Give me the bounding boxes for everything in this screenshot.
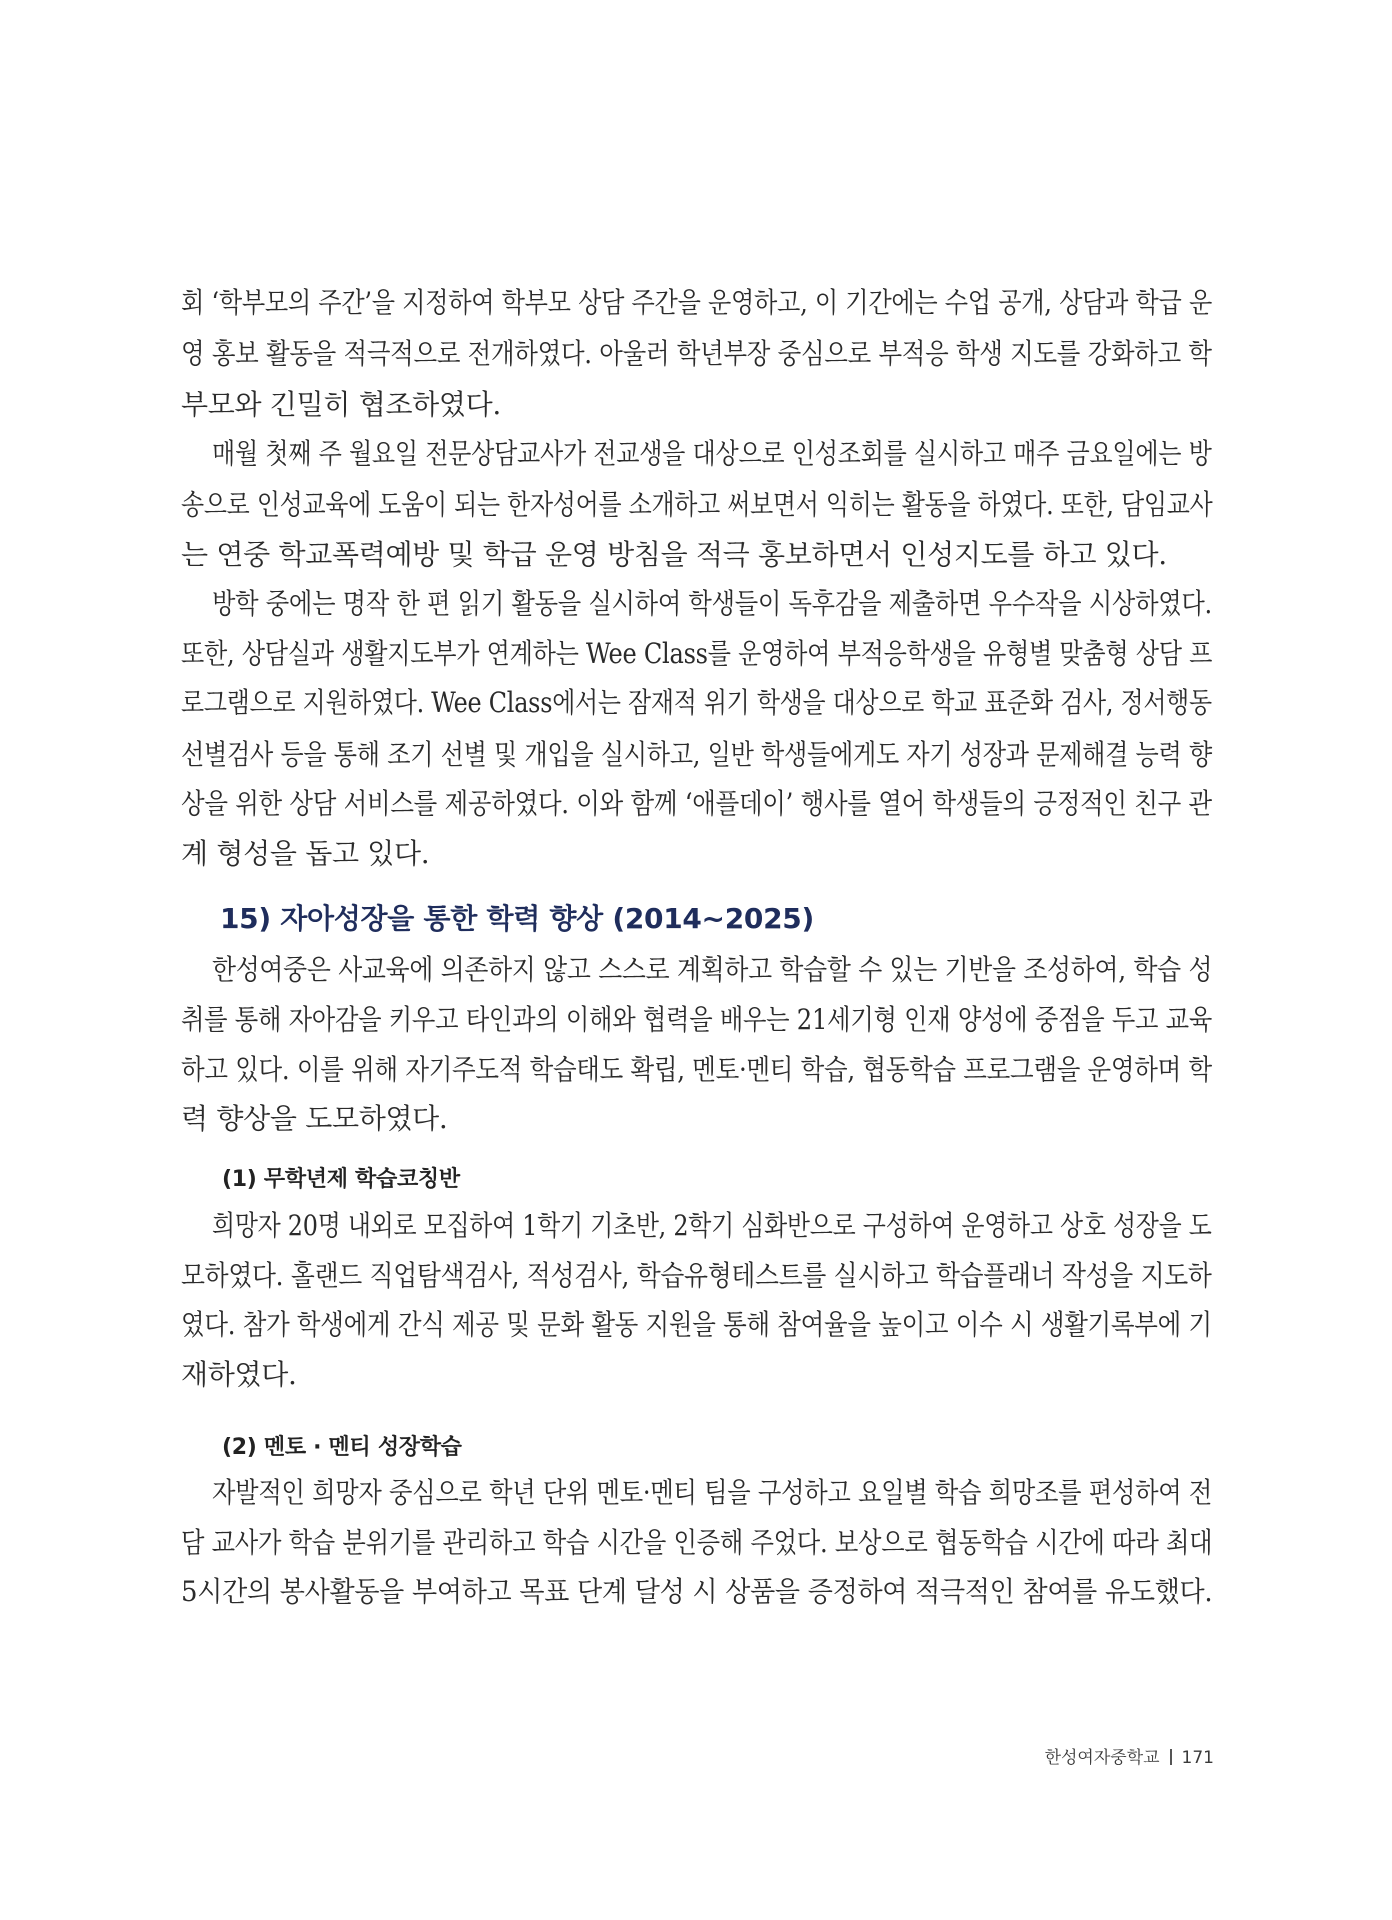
footer-school-name: 한성여자중학교 [1044, 1748, 1160, 1768]
body-text-line: 한성여중은 사교육에 의존하지 않고 스스로 계획하고 학습할 수 있는 기반을 조성하여, 학습 성 [212, 953, 1213, 986]
body-text-line: 5시간의 봉사활동을 부여하고 목표 단계 달성 시 상품을 증정하여 적극적인 참여를 유도했다. [181, 1575, 1213, 1608]
body-text-line: 송으로 인성교육에 도움이 되는 한자성어를 소개하고 써보면서 익히는 활동을 하였다. 또한, 담임교사 [181, 488, 1213, 521]
body-text-line: 력 향상을 도모하였다. [181, 1102, 448, 1135]
body-text-line: 상을 위한 상담 서비스를 제공하였다. 이와 함께 ‘애플데이’ 행사를 열어 학생들의 긍정적인 친구 관 [181, 787, 1212, 820]
body-text-line: 매월 첫째 주 월요일 전문상담교사가 전교생을 대상으로 인성조회를 실시하고 매주 금요일에는 방 [212, 437, 1212, 470]
page-footer [1045, 1743, 1214, 1768]
body-text-line: 담 교사가 학습 분위기를 관리하고 학습 시간을 인증해 주었다. 보상으로 협동학습 시간에 따라 최대 [181, 1526, 1213, 1559]
body-text-line: 방학 중에는 명작 한 편 읽기 활동을 실시하여 학생들이 독후감을 제출하면 우수작을 시상하였다. [212, 587, 1212, 620]
body-text-line: 부모와 긴밀히 협조하였다. [181, 388, 502, 421]
body-text-line: 재하였다. [181, 1358, 297, 1391]
body-text-line: 자발적인 희망자 중심으로 학년 단위 멘토·멘티 팀을 구성하고 요일별 학습 희망조를 편성하여 전 [212, 1476, 1212, 1509]
body-text-line: 계 형성을 돕고 있다. [181, 837, 430, 870]
page-number: 171 [1181, 1748, 1214, 1768]
body-text-line: 희망자 20명 내외로 모집하여 1학기 기초반, 2학기 심화반으로 구성하여 운영하고 상호 성장을 도 [212, 1209, 1212, 1242]
body-text-line: 로그램으로 지원하였다. Wee Class에서는 잠재적 위기 학생을 대상으로 학교 표준화 검사, 정서행동 [181, 686, 1212, 719]
section-heading: 15) 자아성장을 통한 학력 향상 (2014~2025) [220, 902, 814, 935]
body-text-line: 모하였다. 홀랜드 직업탐색검사, 적성검사, 학습유형테스트를 실시하고 학습플래너 작성을 지도하 [181, 1259, 1212, 1292]
body-text-line: 선별검사 등을 통해 조기 선별 및 개입을 실시하고, 일반 학생들에게도 자기 성장과 문제해결 능력 향 [181, 738, 1212, 771]
subsection-heading: (2) 멘토 · 멘티 성장학습 [222, 1435, 462, 1460]
body-text-line: 취를 통해 자아감을 키우고 타인과의 이해와 협력을 배우는 21세기형 인재 양성에 중점을 두고 교육 [181, 1003, 1213, 1036]
body-text-line: 또한, 상담실과 생활지도부가 연계하는 Wee Class를 운영하여 부적응학생을 유형별 맞춤형 상담 프 [181, 637, 1213, 670]
body-text-line: 는 연중 학교폭력예방 및 학급 운영 방침을 적극 홍보하면서 인성지도를 하고 있다. [181, 538, 1167, 571]
body-text-line: 였다. 참가 학생에게 간식 제공 및 문화 활동 지원을 통해 참여율을 높이고 이수 시 생활기록부에 기 [181, 1308, 1212, 1341]
body-text-line: 영 홍보 활동을 적극적으로 전개하였다. 아울러 학년부장 중심으로 부적응 학생 지도를 강화하고 학 [181, 337, 1212, 370]
body-text-line: 하고 있다. 이를 위해 자기주도적 학습태도 확립, 멘토·멘티 학습, 협동학습 프로그램을 운영하며 학 [181, 1053, 1212, 1086]
subsection-heading: (1) 무학년제 학습코칭반 [222, 1167, 460, 1192]
body-text-line: 회 ‘학부모의 주간’을 지정하여 학부모 상담 주간을 운영하고, 이 기간에는 수업 공개, 상담과 학급 운 [181, 286, 1212, 319]
footer-separator [1170, 1749, 1172, 1765]
